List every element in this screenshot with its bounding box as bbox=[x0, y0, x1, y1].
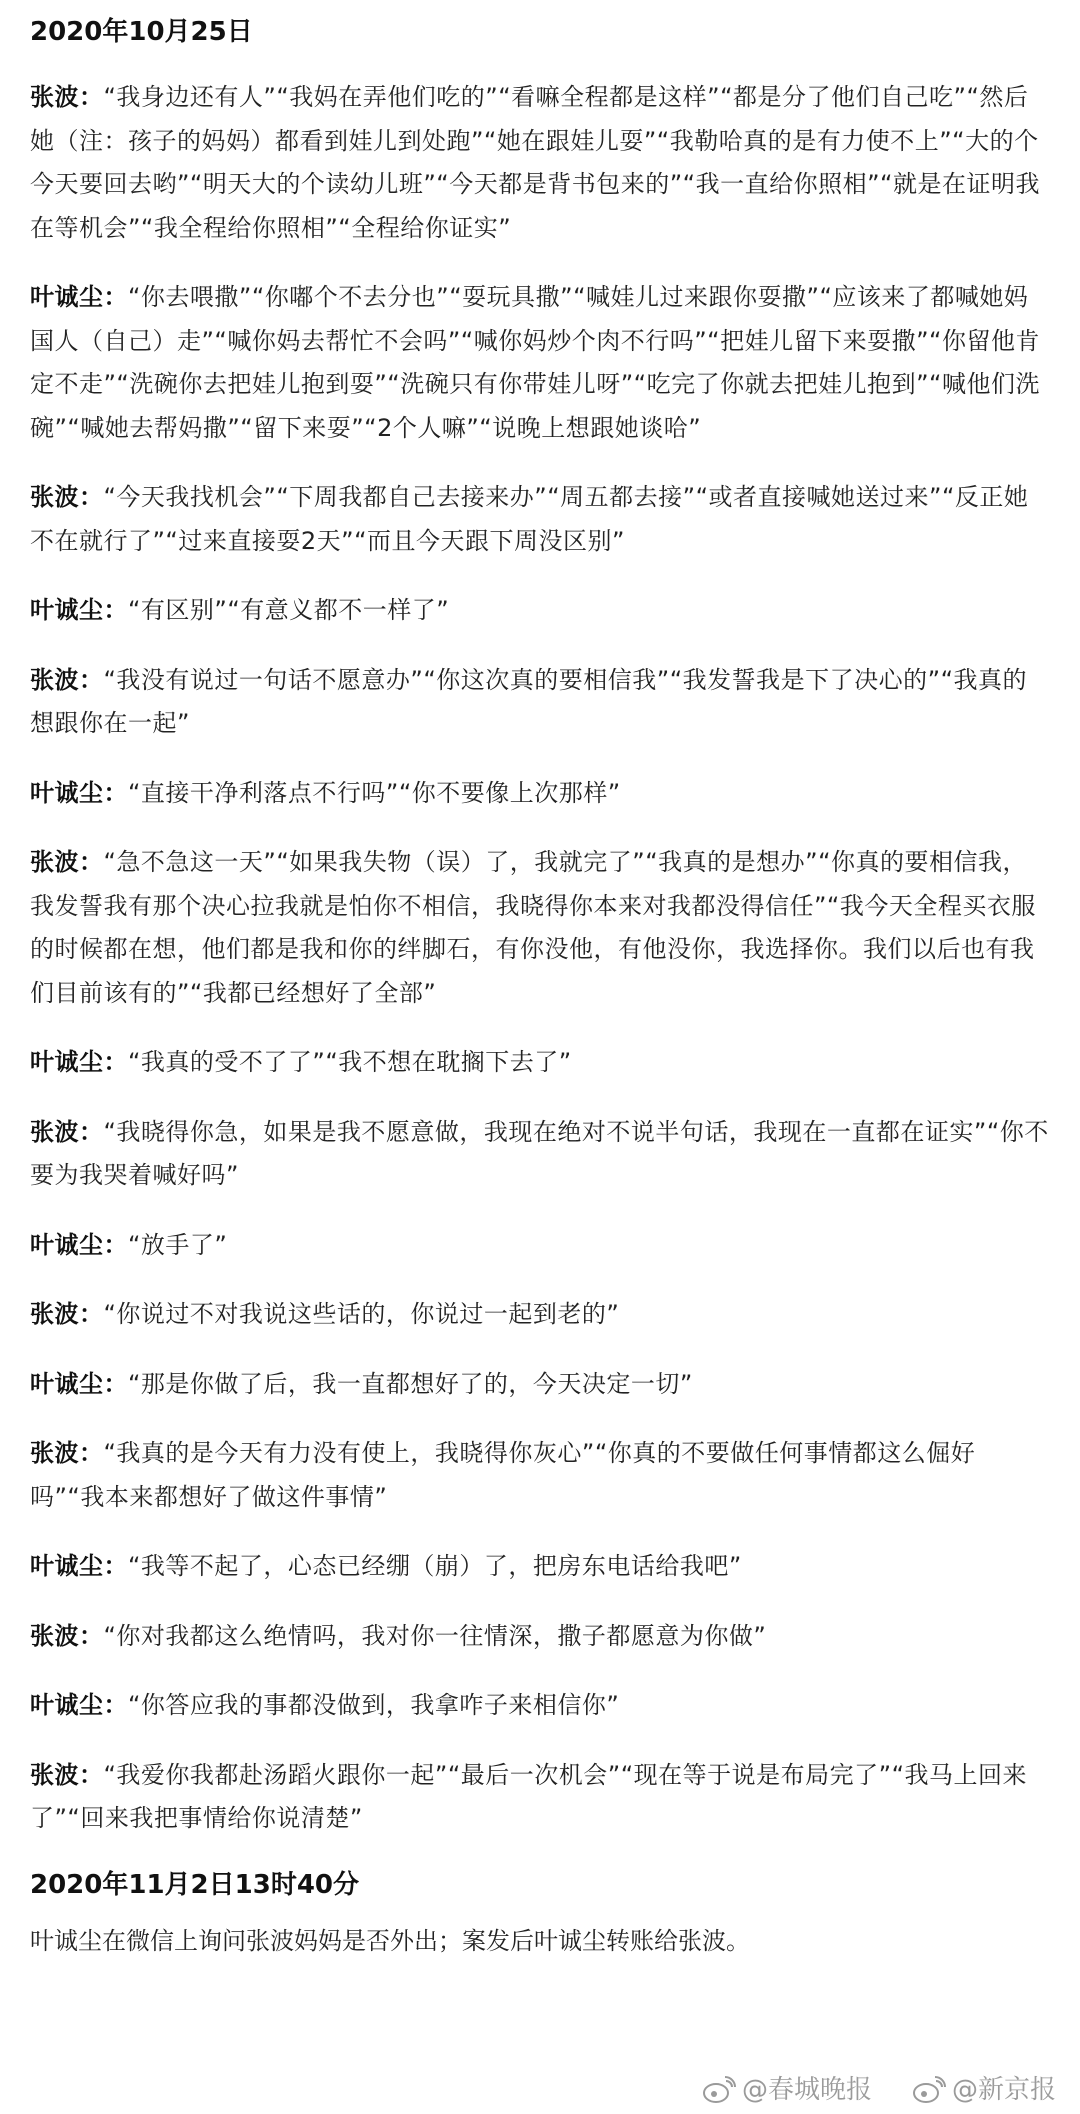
dialogue-paragraph: 张波：“你说过不对我说这些话的，你说过一起到老的” bbox=[30, 1300, 620, 1328]
date-heading-2: 2020年11月2日13时40分 bbox=[30, 1869, 359, 1900]
speech-text: “直接干净利落点不行吗”“你不要像上次那样” bbox=[128, 778, 621, 807]
weibo-icon bbox=[912, 2075, 946, 2105]
speaker-name: 张波 bbox=[30, 848, 79, 876]
speaker-name: 张波 bbox=[30, 83, 79, 111]
speech-text: “今天我找机会”“下周我都自己去接来办”“周五都去接”“或者直接喊她送过来”“反正她不在就行了”“过来直接耍2天”“而且今天跟下周没区别” bbox=[30, 483, 1029, 555]
dialogue-paragraph: 张波：“你对我都这么绝情吗，我对你一往情深，撒子都愿意为你做” bbox=[30, 1621, 767, 1650]
watermark-label-2: @新京报 bbox=[951, 2075, 1056, 2105]
speech-text: “我爱你我都赴汤蹈火跟你一起”“最后一次机会”“现在等于说是布局完了”“我马上回来了”“回来我把事情给你说清楚” bbox=[30, 1760, 1028, 1832]
speech-text: “你答应我的事都没做到，我拿咋子来相信你” bbox=[128, 1691, 620, 1719]
speaker-name: 张波 bbox=[30, 1300, 79, 1328]
speaker-name: 张波 bbox=[30, 1439, 79, 1467]
summary-note: 叶诚尘在微信上询问张波妈妈是否外出；案发后叶诚尘转账给张波。 bbox=[30, 1926, 750, 1955]
speech-text: “我没有说过一句话不愿意办”“你这次真的要相信我”“我发誓我是下了决心的”“我真的想跟你在一起” bbox=[30, 665, 1028, 737]
watermark-chunchengwanbao bbox=[702, 2072, 872, 2108]
speaker-name: 叶诚尘 bbox=[30, 283, 104, 311]
dialogue-paragraph: 张波：“急不急这一天”“如果我失物（误）了，我就完了”“我真的是想办”“你真的要相信我，我发誓我有那个决心拉我就是怕你不相信，我晓得你本来对我都没得信任”“我今天全程买衣服的时候都在想，他们都是我和你的绊脚石，有你没他，有他没你，我选择你。我们以后也有我们目前该有的”“我都已经想好了全部” bbox=[30, 848, 1036, 1007]
speech-text: “我真的是今天有力没有使上，我晓得你灰心”“你真的不要做任何事情都这么倔好吗”“我本来都想好了做这件事情” bbox=[30, 1439, 976, 1511]
speaker-name: 叶诚尘 bbox=[30, 778, 104, 807]
dialogue-paragraph: 张波：“我晓得你急，如果是我不愿意做，我现在绝对不说半句话，我现在一直都在证实”“你不要为我哭着喊好吗” bbox=[30, 1117, 1049, 1189]
speech-text: “我真的受不了了”“我不想在耽搁下去了” bbox=[128, 1048, 572, 1076]
speech-text: “那是你做了后，我一直都想好了的，今天决定一切” bbox=[128, 1369, 693, 1398]
watermark-bar bbox=[702, 2072, 1056, 2108]
watermark-label-1: @春城晚报 bbox=[741, 2075, 872, 2105]
dialogue-paragraph: 叶诚尘：“直接干净利落点不行吗”“你不要像上次那样” bbox=[30, 778, 621, 807]
speaker-name: 张波 bbox=[30, 483, 79, 511]
speaker-name: 叶诚尘 bbox=[30, 1369, 104, 1398]
dialogue-paragraph: 张波：“我爱你我都赴汤蹈火跟你一起”“最后一次机会”“现在等于说是布局完了”“我马上回来了”“回来我把事情给你说清楚” bbox=[30, 1760, 1028, 1832]
dialogue-paragraph: 张波：“我真的是今天有力没有使上，我晓得你灰心”“你真的不要做任何事情都这么倔好吗”“我本来都想好了做这件事情” bbox=[30, 1439, 976, 1511]
speech-text: “有区别”“有意义都不一样了” bbox=[128, 596, 450, 624]
dialogue-list bbox=[30, 76, 1050, 1841]
dialogue-paragraph: 张波：“今天我找机会”“下周我都自己去接来办”“周五都去接”“或者直接喊她送过来”“反正她不在就行了”“过来直接耍2天”“而且今天跟下周没区别” bbox=[30, 483, 1029, 555]
dialogue-paragraph: 张波：“我身边还有人”“我妈在弄他们吃的”“看嘛全程都是这样”“都是分了他们自己吃”“然后她（注：孩子的妈妈）都看到娃儿到处跑”“她在跟娃儿耍”“我勒哈真的是有力使不上”“大的个今天要回去哟”“明天大的个读幼儿班”“今天都是背书包来的”“我一直给你照相”“就是在证明我在等机会”“我全程给你照相”“全程给你证实” bbox=[30, 83, 1040, 242]
speech-text: “我晓得你急，如果是我不愿意做，我现在绝对不说半句话，我现在一直都在证实”“你不要为我哭着喊好吗” bbox=[30, 1117, 1049, 1189]
speaker-name: 叶诚尘 bbox=[30, 1691, 104, 1719]
speaker-name: 叶诚尘 bbox=[30, 1048, 104, 1076]
dialogue-paragraph: 叶诚尘：“那是你做了后，我一直都想好了的，今天决定一切” bbox=[30, 1369, 693, 1398]
speaker-name: 张波 bbox=[30, 1117, 79, 1146]
dialogue-paragraph: 叶诚尘：“我真的受不了了”“我不想在耽搁下去了” bbox=[30, 1048, 572, 1076]
speech-text: “放手了” bbox=[128, 1230, 228, 1259]
speaker-name: 张波 bbox=[30, 665, 79, 694]
speech-text: “你去喂撒”“你嘟个不去分也”“耍玩具撒”“喊娃儿过来跟你耍撒”“应该来了都喊她妈国人（自己）走”“喊你妈去帮忙不会吗”“喊你妈炒个肉不行吗”“把娃儿留下来耍撒”“你留他肯定不走”“洗碗你去把娃儿抱到耍”“洗碗只有你带娃儿呀”“吃完了你就去把娃儿抱到”“喊他们洗碗”“喊她去帮妈撒”“留下来耍”“2个人嘛”“说晚上想跟她谈哈” bbox=[30, 283, 1040, 442]
date-heading: 2020年10月25日 bbox=[30, 17, 253, 47]
speaker-name: 张波 bbox=[30, 1760, 79, 1789]
dialogue-paragraph: 叶诚尘：“你答应我的事都没做到，我拿咋子来相信你” bbox=[30, 1691, 620, 1719]
speech-text: “我等不起了，心态已经绷（崩）了，把房东电话给我吧” bbox=[128, 1552, 742, 1580]
speech-text: “你对我都这么绝情吗，我对你一往情深，撒子都愿意为你做” bbox=[103, 1621, 767, 1650]
speaker-name: 叶诚尘 bbox=[30, 1552, 104, 1580]
dialogue-paragraph: 叶诚尘：“有区别”“有意义都不一样了” bbox=[30, 596, 450, 624]
dialogue-paragraph: 叶诚尘：“你去喂撒”“你嘟个不去分也”“耍玩具撒”“喊娃儿过来跟你耍撒”“应该来了都喊她妈国人（自己）走”“喊你妈去帮忙不会吗”“喊你妈炒个肉不行吗”“把娃儿留下来耍撒”“你留他肯定不走”“洗碗你去把娃儿抱到耍”“洗碗只有你带娃儿呀”“吃完了你就去把娃儿抱到”“喊他们洗碗”“喊她去帮妈撒”“留下来耍”“2个人嘛”“说晚上想跟她谈哈” bbox=[30, 283, 1040, 442]
dialogue-paragraph: 张波：“我没有说过一句话不愿意办”“你这次真的要相信我”“我发誓我是下了决心的”“我真的想跟你在一起” bbox=[30, 665, 1028, 737]
speech-text: “急不急这一天”“如果我失物（误）了，我就完了”“我真的是想办”“你真的要相信我，我发誓我有那个决心拉我就是怕你不相信，我晓得你本来对我都没得信任”“我今天全程买衣服的时候都在想，他们都是我和你的绊脚石，有你没他，有他没你，我选择你。我们以后也有我们目前该有的”“我都已经想好了全部” bbox=[30, 848, 1036, 1007]
dialogue-paragraph: 叶诚尘：“我等不起了，心态已经绷（崩）了，把房东电话给我吧” bbox=[30, 1552, 742, 1580]
speaker-name: 张波 bbox=[30, 1621, 79, 1650]
dialogue-paragraph: 叶诚尘：“放手了” bbox=[30, 1230, 228, 1259]
weibo-icon bbox=[702, 2075, 736, 2105]
speech-text: “你说过不对我说这些话的，你说过一起到老的” bbox=[103, 1300, 620, 1328]
speaker-name: 叶诚尘 bbox=[30, 1230, 104, 1259]
watermark-xinjingbao bbox=[912, 2072, 1056, 2108]
speaker-name: 叶诚尘 bbox=[30, 596, 104, 624]
speech-text: “我身边还有人”“我妈在弄他们吃的”“看嘛全程都是这样”“都是分了他们自己吃”“然后她（注：孩子的妈妈）都看到娃儿到处跑”“她在跟娃儿耍”“我勒哈真的是有力使不上”“大的个今天要回去哟”“明天大的个读幼儿班”“今天都是背书包来的”“我一直给你照相”“就是在证明我在等机会”“我全程给你照相”“全程给你证实” bbox=[30, 83, 1040, 242]
